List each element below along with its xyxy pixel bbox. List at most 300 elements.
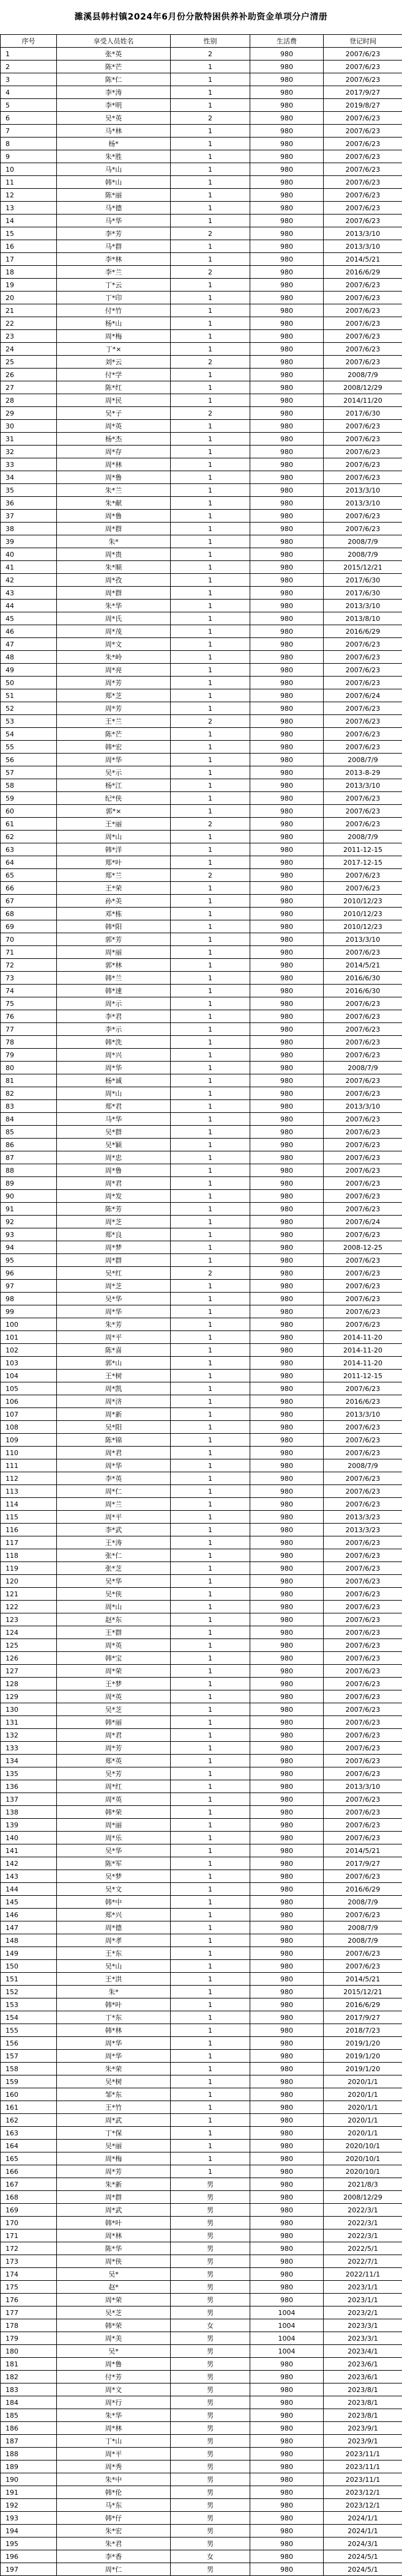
cell-seq: 25 (1, 356, 57, 369)
cell-registration-date: 2010/12/23 (324, 920, 402, 933)
cell-name: 周*茂 (57, 625, 171, 638)
cell-gender: 1 (171, 1023, 250, 1036)
cell-name: 王*洪 (57, 1973, 171, 1986)
cell-living-expense: 980 (250, 2229, 324, 2242)
table-row (1, 2075, 402, 2088)
cell-living-expense: 980 (250, 2152, 324, 2165)
cell-registration-date: 2007/6/23 (324, 1203, 402, 1216)
cell-living-expense: 980 (250, 1819, 324, 1832)
cell-registration-date: 2007/6/23 (324, 1549, 402, 1562)
cell-gender: 1 (171, 638, 250, 651)
cell-seq: 81 (1, 1074, 57, 1087)
cell-seq: 91 (1, 1203, 57, 1216)
cell-gender: 1 (171, 741, 250, 754)
cell-name: 韩*宏 (57, 741, 171, 754)
cell-gender: 1 (171, 561, 250, 574)
cell-gender: 1 (171, 202, 250, 215)
cell-name: 周*芳 (57, 702, 171, 715)
cell-living-expense: 980 (250, 818, 324, 831)
cell-name: 丁*东 (57, 2011, 171, 2024)
cell-living-expense: 980 (250, 471, 324, 484)
document-title: 濉溪县韩村镇2024年6月份分散特困供养补助资金单项分户清册 (0, 0, 402, 34)
cell-seq: 143 (1, 1870, 57, 1883)
cell-registration-date: 2007/6/23 (324, 189, 402, 202)
cell-gender: 男 (171, 2448, 250, 2460)
table-row (1, 1100, 402, 1113)
cell-seq: 87 (1, 1151, 57, 1164)
table-row (1, 1639, 402, 1652)
cell-registration-date: 2011-12-15 (324, 843, 402, 856)
cell-registration-date: 2019/8/27 (324, 99, 402, 112)
cell-name: 吴*山 (57, 1960, 171, 1973)
cell-name: 周*梦 (57, 1241, 171, 1254)
table-row (1, 882, 402, 895)
cell-registration-date: 2023/4/1 (324, 2345, 402, 2358)
cell-seq: 158 (1, 2063, 57, 2075)
table-row (1, 1395, 402, 1408)
cell-registration-date: 2015/12/21 (324, 1986, 402, 1998)
cell-name: 吴*子 (57, 407, 171, 420)
cell-living-expense: 980 (250, 677, 324, 689)
cell-gender: 2 (171, 407, 250, 420)
cell-gender: 1 (171, 1947, 250, 1960)
cell-gender: 2 (171, 266, 250, 279)
cell-seq: 153 (1, 1998, 57, 2011)
cell-gender: 1 (171, 1318, 250, 1331)
cell-seq: 8 (1, 138, 57, 150)
cell-name: 周*林 (57, 2422, 171, 2435)
cell-registration-date: 2017/9/27 (324, 86, 402, 99)
cell-name: 周*群 (57, 1254, 171, 1267)
table-row (1, 2268, 402, 2281)
cell-gender: 1 (171, 484, 250, 497)
cell-registration-date: 2007/6/23 (324, 1280, 402, 1293)
cell-registration-date: 2007/6/23 (324, 1472, 402, 1485)
cell-living-expense: 980 (250, 754, 324, 766)
cell-gender: 1 (171, 1049, 250, 1062)
cell-name: 朱*岭 (57, 651, 171, 664)
cell-seq: 110 (1, 1447, 57, 1459)
table-row (1, 1716, 402, 1729)
cell-gender: 1 (171, 215, 250, 227)
cell-gender: 1 (171, 2011, 250, 2024)
table-row (1, 1536, 402, 1549)
cell-registration-date: 2007/6/23 (324, 741, 402, 754)
cell-gender: 1 (171, 1113, 250, 1126)
table-row (1, 1228, 402, 1241)
cell-living-expense: 980 (250, 1023, 324, 1036)
table-row (1, 2345, 402, 2358)
table-row (1, 292, 402, 304)
cell-seq: 4 (1, 86, 57, 99)
cell-seq: 54 (1, 728, 57, 741)
table-row (1, 715, 402, 728)
cell-seq: 174 (1, 2268, 57, 2281)
cell-seq: 160 (1, 2088, 57, 2101)
table-row (1, 766, 402, 779)
cell-seq: 45 (1, 612, 57, 625)
cell-seq: 156 (1, 2037, 57, 2050)
cell-living-expense: 980 (250, 1665, 324, 1678)
cell-gender: 1 (171, 1896, 250, 1909)
cell-registration-date: 2007/6/23 (324, 163, 402, 176)
cell-name: 周*华 (57, 1062, 171, 1074)
cell-name: 吴*芝 (57, 2306, 171, 2319)
cell-name: 丁*印 (57, 292, 171, 304)
cell-registration-date: 2008/7/9 (324, 548, 402, 561)
cell-name: 陈*军 (57, 1857, 171, 1870)
cell-gender: 1 (171, 895, 250, 908)
cell-seq: 139 (1, 1819, 57, 1832)
cell-registration-date: 2008/7/9 (324, 831, 402, 843)
cell-name: 周*芳 (57, 677, 171, 689)
cell-registration-date: 2013/3/10 (324, 779, 402, 792)
table-row (1, 2127, 402, 2140)
cell-gender: 1 (171, 535, 250, 548)
cell-seq: 179 (1, 2332, 57, 2345)
cell-registration-date: 2022/5/1 (324, 2242, 402, 2255)
cell-name: 陈*喜 (57, 1344, 171, 1357)
table-row (1, 1767, 402, 1780)
table-row (1, 1216, 402, 1228)
cell-name: 周*文 (57, 2383, 171, 2396)
cell-seq: 190 (1, 2473, 57, 2486)
table-row (1, 1459, 402, 1472)
cell-gender: 1 (171, 510, 250, 523)
cell-living-expense: 980 (250, 125, 324, 138)
cell-registration-date: 2022/3/1 (324, 2229, 402, 2242)
cell-registration-date: 2007/6/23 (324, 420, 402, 433)
cell-registration-date: 2016/6/29 (324, 1883, 402, 1896)
cell-seq: 183 (1, 2383, 57, 2396)
cell-seq: 176 (1, 2294, 57, 2306)
cell-gender: 男 (171, 2473, 250, 2486)
cell-living-expense: 980 (250, 2512, 324, 2525)
table-row (1, 446, 402, 458)
cell-registration-date: 2008/7/9 (324, 754, 402, 766)
table-row (1, 2525, 402, 2537)
cell-registration-date: 2007/6/23 (324, 523, 402, 535)
cell-seq: 150 (1, 1960, 57, 1973)
table-row (1, 1434, 402, 1447)
cell-living-expense: 980 (250, 1536, 324, 1549)
cell-registration-date: 2007/6/23 (324, 176, 402, 189)
cell-living-expense: 980 (250, 1626, 324, 1639)
cell-gender: 1 (171, 1357, 250, 1370)
table-row (1, 266, 402, 279)
cell-gender: 1 (171, 317, 250, 330)
cell-living-expense: 980 (250, 638, 324, 651)
cell-living-expense: 980 (250, 587, 324, 600)
cell-gender: 1 (171, 330, 250, 343)
cell-gender: 1 (171, 792, 250, 805)
cell-gender: 男 (171, 2371, 250, 2383)
cell-name: 韩*速 (57, 985, 171, 997)
cell-gender: 1 (171, 754, 250, 766)
cell-living-expense: 980 (250, 805, 324, 818)
cell-gender: 男 (171, 2229, 250, 2242)
cell-registration-date: 2020/10/1 (324, 2152, 402, 2165)
cell-name: 周*平 (57, 1331, 171, 1344)
cell-name: 马*群 (57, 240, 171, 253)
cell-gender: 2 (171, 227, 250, 240)
table-row (1, 2255, 402, 2268)
cell-gender: 1 (171, 959, 250, 972)
cell-living-expense: 980 (250, 2011, 324, 2024)
cell-gender: 1 (171, 1036, 250, 1049)
table-row (1, 2101, 402, 2114)
cell-registration-date: 2017/6/30 (324, 407, 402, 420)
cell-registration-date: 2007/6/23 (324, 1305, 402, 1318)
cell-living-expense: 980 (250, 1203, 324, 1216)
cell-gender: 1 (171, 1421, 250, 1434)
cell-gender: 1 (171, 2075, 250, 2088)
cell-registration-date: 2007/6/23 (324, 1652, 402, 1665)
cell-living-expense: 980 (250, 1678, 324, 1690)
cell-gender: 1 (171, 446, 250, 458)
table-row (1, 1074, 402, 1087)
cell-name: 周*芝 (57, 1280, 171, 1293)
cell-name: 朱*新 (57, 2178, 171, 2191)
cell-gender: 1 (171, 1139, 250, 1151)
cell-gender: 1 (171, 985, 250, 997)
cell-gender: 1 (171, 997, 250, 1010)
cell-name: 吴* (57, 2345, 171, 2358)
cell-registration-date: 2007/6/23 (324, 1293, 402, 1305)
cell-registration-date: 2007/6/23 (324, 1819, 402, 1832)
cell-registration-date: 2007/6/23 (324, 330, 402, 343)
cell-seq: 194 (1, 2525, 57, 2537)
cell-name: 周*林 (57, 2229, 171, 2242)
table-row (1, 523, 402, 535)
table-row (1, 1870, 402, 1883)
cell-registration-date: 2007/6/23 (324, 1626, 402, 1639)
cell-name: 周*鲁 (57, 510, 171, 523)
cell-living-expense: 980 (250, 2383, 324, 2396)
table-row (1, 1601, 402, 1613)
cell-registration-date: 2007/6/23 (324, 792, 402, 805)
cell-living-expense: 980 (250, 330, 324, 343)
cell-gender: 1 (171, 381, 250, 394)
cell-seq: 84 (1, 1113, 57, 1126)
cell-living-expense: 980 (250, 2422, 324, 2435)
cell-living-expense: 980 (250, 1832, 324, 1844)
cell-name: 韩*荣 (57, 2319, 171, 2332)
cell-name: 朱*胜 (57, 150, 171, 163)
cell-living-expense: 980 (250, 997, 324, 1010)
cell-seq: 62 (1, 831, 57, 843)
cell-gender: 1 (171, 2024, 250, 2037)
cell-living-expense: 980 (250, 2486, 324, 2499)
cell-name: 周*丽 (57, 1819, 171, 1832)
table-row (1, 2114, 402, 2127)
cell-living-expense: 980 (250, 1164, 324, 1177)
cell-name: 周*民 (57, 394, 171, 407)
cell-seq: 72 (1, 959, 57, 972)
cell-name: 郭*芳 (57, 933, 171, 946)
cell-gender: 男 (171, 2499, 250, 2512)
cell-gender: 1 (171, 163, 250, 176)
cell-living-expense: 980 (250, 1511, 324, 1524)
table-row (1, 600, 402, 612)
table-row (1, 381, 402, 394)
cell-seq: 140 (1, 1832, 57, 1844)
cell-seq: 157 (1, 2050, 57, 2063)
cell-gender: 女 (171, 2319, 250, 2332)
cell-living-expense: 980 (250, 2294, 324, 2306)
cell-gender: 男 (171, 2345, 250, 2358)
cell-registration-date: 2023/3/1 (324, 2319, 402, 2332)
cell-registration-date: 2013/3/10 (324, 600, 402, 612)
cell-living-expense: 980 (250, 1857, 324, 1870)
table-row (1, 1010, 402, 1023)
cell-living-expense: 980 (250, 1524, 324, 1536)
cell-gender: 1 (171, 2114, 250, 2127)
cell-name: 周*荣 (57, 1665, 171, 1678)
cell-living-expense: 980 (250, 1100, 324, 1113)
cell-name: 邓*栋 (57, 908, 171, 920)
cell-gender: 1 (171, 1998, 250, 2011)
cell-seq: 59 (1, 792, 57, 805)
cell-name: 韩*丽 (57, 1716, 171, 1729)
cell-name: 周*氏 (57, 612, 171, 625)
cell-seq: 6 (1, 112, 57, 125)
cell-registration-date: 2023/6/1 (324, 2371, 402, 2383)
cell-registration-date: 2014-11-20 (324, 1357, 402, 1370)
cell-seq: 78 (1, 1036, 57, 1049)
cell-name: 马*东 (57, 2499, 171, 2512)
cell-living-expense: 1004 (250, 2319, 324, 2332)
cell-seq: 9 (1, 150, 57, 163)
cell-gender: 1 (171, 1216, 250, 1228)
cell-gender: 1 (171, 1973, 250, 1986)
cell-living-expense: 980 (250, 2191, 324, 2204)
cell-living-expense: 980 (250, 48, 324, 61)
cell-registration-date: 2007/6/23 (324, 1139, 402, 1151)
cell-living-expense: 980 (250, 2371, 324, 2383)
cell-gender: 1 (171, 253, 250, 266)
cell-gender: 男 (171, 2332, 250, 2345)
cell-seq: 44 (1, 600, 57, 612)
cell-registration-date: 2023/8/1 (324, 2409, 402, 2422)
table-row (1, 985, 402, 997)
cell-registration-date: 2007/6/23 (324, 1447, 402, 1459)
cell-registration-date: 2024/1/1 (324, 2525, 402, 2537)
cell-gender: 1 (171, 677, 250, 689)
cell-name: 朱*宏 (57, 2525, 171, 2537)
cell-seq: 36 (1, 497, 57, 510)
cell-seq: 155 (1, 2024, 57, 2037)
cell-name: 孙*美 (57, 895, 171, 908)
cell-registration-date: 2007/6/23 (324, 1087, 402, 1100)
cell-living-expense: 980 (250, 985, 324, 997)
cell-gender: 1 (171, 1472, 250, 1485)
cell-gender: 1 (171, 2088, 250, 2101)
header-name: 享受人员姓名 (57, 35, 171, 48)
cell-living-expense: 980 (250, 1049, 324, 1062)
cell-living-expense: 980 (250, 2024, 324, 2037)
cell-seq: 165 (1, 2152, 57, 2165)
cell-gender: 1 (171, 1305, 250, 1318)
table-row (1, 61, 402, 73)
cell-seq: 97 (1, 1280, 57, 1293)
cell-seq: 144 (1, 1883, 57, 1896)
table-row (1, 1973, 402, 1986)
cell-registration-date: 2023/8/1 (324, 2396, 402, 2409)
cell-gender: 1 (171, 1434, 250, 1447)
table-row (1, 754, 402, 766)
cell-seq: 70 (1, 933, 57, 946)
table-row (1, 163, 402, 176)
cell-gender: 男 (171, 2217, 250, 2229)
cell-name: 吴*树 (57, 2075, 171, 2088)
cell-name: 周*群 (57, 2191, 171, 2204)
cell-name: 周*鲁 (57, 471, 171, 484)
cell-gender: 1 (171, 1613, 250, 1626)
table-row (1, 2063, 402, 2075)
table-row (1, 574, 402, 587)
cell-seq: 55 (1, 741, 57, 754)
cell-gender: 1 (171, 1588, 250, 1601)
cell-registration-date: 2007/6/23 (324, 715, 402, 728)
cell-registration-date: 2020/1/1 (324, 2075, 402, 2088)
cell-seq: 60 (1, 805, 57, 818)
cell-gender: 2 (171, 48, 250, 61)
cell-living-expense: 980 (250, 138, 324, 150)
cell-seq: 53 (1, 715, 57, 728)
cell-name: 赵*东 (57, 1613, 171, 1626)
cell-gender: 1 (171, 574, 250, 587)
table-row (1, 959, 402, 972)
cell-gender: 1 (171, 1652, 250, 1665)
cell-living-expense: 980 (250, 73, 324, 86)
cell-registration-date: 2007/6/23 (324, 1588, 402, 1601)
cell-gender: 男 (171, 2306, 250, 2319)
cell-name: 赵* (57, 2281, 171, 2294)
cell-name: 周*群 (57, 523, 171, 535)
cell-registration-date: 2007/6/23 (324, 73, 402, 86)
cell-gender: 1 (171, 766, 250, 779)
cell-registration-date: 2007/6/24 (324, 1216, 402, 1228)
cell-seq: 106 (1, 1395, 57, 1408)
cell-living-expense: 980 (250, 279, 324, 292)
cell-name: 周*文 (57, 638, 171, 651)
cell-living-expense: 980 (250, 2448, 324, 2460)
cell-seq: 105 (1, 1382, 57, 1395)
cell-name: 朱*荣 (57, 2063, 171, 2075)
cell-name: 周*红 (57, 1780, 171, 1793)
cell-name: 吴*芝 (57, 1703, 171, 1716)
cell-registration-date: 2023/1/1 (324, 2294, 402, 2306)
cell-seq: 126 (1, 1652, 57, 1665)
cell-registration-date: 2020/10/1 (324, 2140, 402, 2152)
table-row (1, 1472, 402, 1485)
table-body (1, 48, 402, 2576)
cell-name: 李*涛 (57, 86, 171, 99)
cell-living-expense: 980 (250, 407, 324, 420)
cell-seq: 151 (1, 1973, 57, 1986)
cell-name: 吴*颖 (57, 1139, 171, 1151)
table-row (1, 1793, 402, 1806)
table-row (1, 908, 402, 920)
cell-gender: 1 (171, 279, 250, 292)
cell-living-expense: 980 (250, 150, 324, 163)
cell-seq: 33 (1, 458, 57, 471)
cell-seq: 50 (1, 677, 57, 689)
cell-gender: 1 (171, 420, 250, 433)
cell-gender: 1 (171, 1254, 250, 1267)
cell-living-expense: 980 (250, 728, 324, 741)
